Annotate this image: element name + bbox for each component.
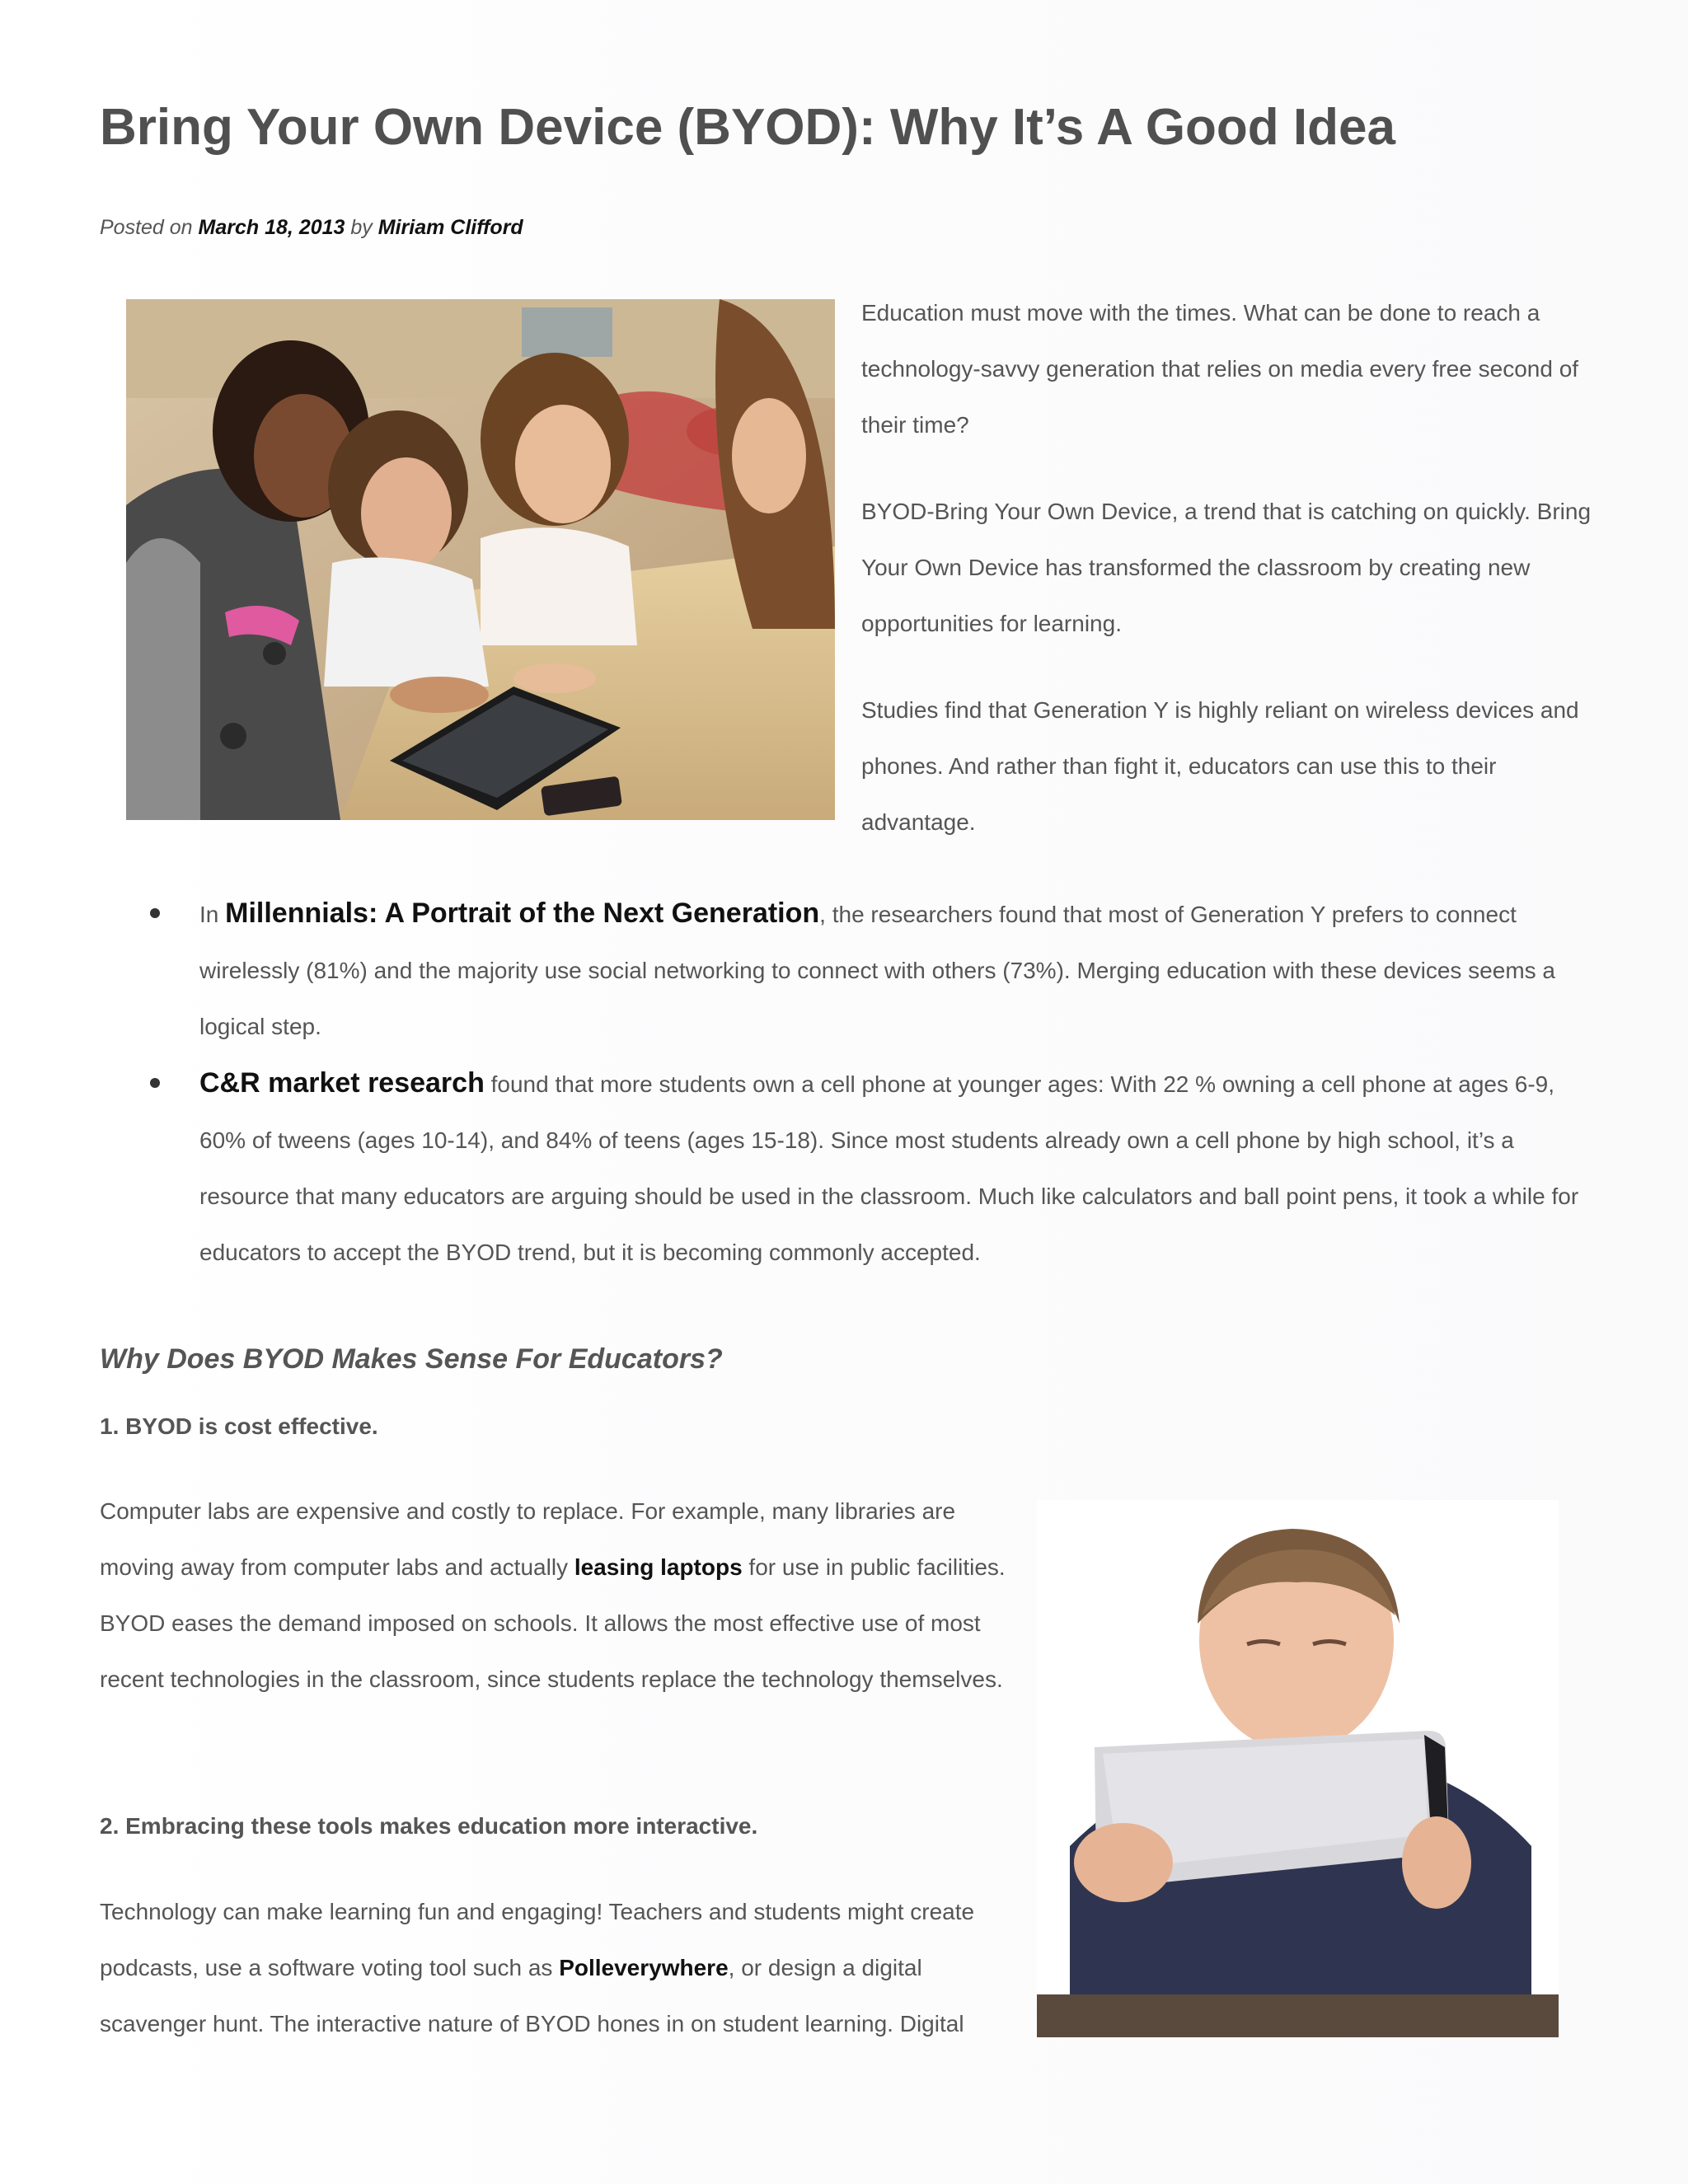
bullet-prefix: In (199, 902, 226, 927)
point2-heading: 2. Embracing these tools makes education more interactive. (100, 1813, 758, 1839)
point2-text-end: , or design a digital scavenger hunt. The interactive nature of BYOD hones in on student learning. Digital (100, 1955, 964, 2036)
list-item (148, 1055, 1599, 1281)
intro-paragraph: BYOD-Bring Your Own Device, a trend that is catching on quickly. Bring Your Own Device has transformed the classroom by creating new opportunities for learning. (861, 499, 1592, 636)
point2-paragraph (100, 1884, 1031, 2052)
by-label: by (350, 216, 373, 239)
classroom-photo-art (126, 299, 835, 820)
intro-paragraph: Education must move with the times. What can be done to reach a technology-savvy generation that relies on media every free second of their time? (861, 300, 1579, 438)
bullet-text: found that more students own a cell phone at younger ages: With 22 % owning a cell phone at ages 6-9, 60% of tweens (ages 10-14), and 84% of teens (ages 15-18). Since most students already own a cell phone by high school, it’s a resource that many educators are arguing should be used in the classroom. Much like calculators and ball point pens, it took a while for educators to accept the BYOD trend, but it is becoming commonly accepted. (199, 1071, 1579, 1265)
bullet-dot (150, 1078, 160, 1088)
posted-on-label: Posted on (100, 216, 193, 239)
bullet-dot (150, 908, 160, 918)
polleverywhere-link[interactable]: Polleverywhere (559, 1955, 729, 1980)
post-meta (100, 216, 523, 240)
article-title: Bring Your Own Device (BYOD): Why It’s A Good Idea (100, 99, 1395, 156)
boy-tablet-photo (1037, 1500, 1559, 2037)
leasing-laptops-link[interactable]: leasing laptops (574, 1554, 743, 1580)
point1-paragraph (100, 1483, 1031, 1708)
list-item (148, 885, 1599, 1055)
point1-heading: 1. BYOD is cost effective. (100, 1413, 378, 1439)
section-heading: Why Does BYOD Makes Sense For Educators? (100, 1343, 723, 1375)
cr-market-research-link[interactable]: C&R market research (199, 1067, 485, 1099)
intro-column (861, 285, 1603, 881)
boy-tablet-photo-art (1037, 1500, 1559, 2037)
intro-paragraph: Studies find that Generation Y is highly reliant on wireless devices and phones. And rather than fight it, educators can use this to their advantage. (861, 697, 1579, 835)
post-date-link[interactable]: March 18, 2013 (198, 216, 345, 239)
point2-text: Technology can make learning fun and engaging! Teachers and students might create podcasts, use a software voting tool such as (100, 1899, 975, 1980)
bullet-text: , the researchers found that most of Generation Y prefers to connect wirelessly (81%) and the majority use social networking to connect with others (73%). Merging education with these devices seems a logical step. (199, 902, 1555, 1039)
classroom-photo (126, 299, 835, 820)
point1-text: Computer labs are expensive and costly to replace. For example, many libraries are moving away from computer labs and actually (100, 1498, 956, 1580)
research-bullet-list (148, 885, 1599, 1281)
author-link[interactable]: Miriam Clifford (377, 216, 523, 239)
millennials-report-link[interactable]: Millennials: A Portrait of the Next Generation (225, 898, 820, 929)
point1-text-end: for use in public facilities. BYOD eases the demand imposed on schools. It allows the most effective use of most recent technologies in the classroom, since students replace the technology themselves. (100, 1554, 1006, 1692)
